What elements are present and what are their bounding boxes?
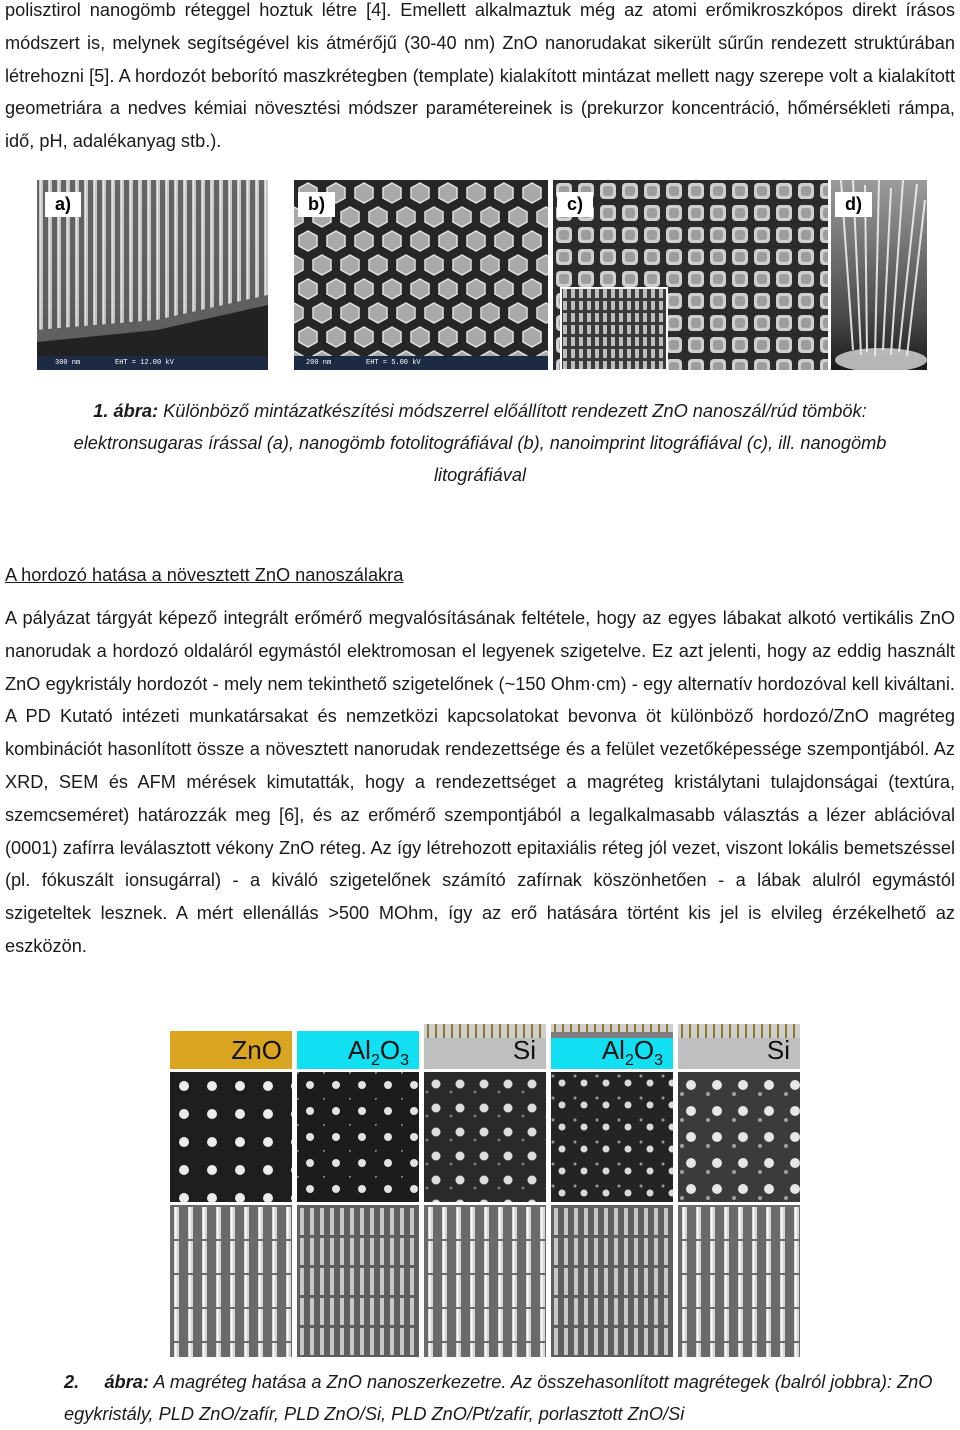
figure-2-caption-text: A magréteg hatása a ZnO nanoszerkezetre. Az összehasonlított magrétegek (balról jobbra): ZnO egykristály, PLD ZnO/zafír, PLD ZnO/Si, PLD ZnO/Pt/zafír, porlasztott ZnO/Si — [64, 1372, 933, 1424]
substrate-label-3: Si — [512, 1035, 536, 1065]
sem-tilted-view-1-graphic — [170, 1205, 292, 1357]
figure-2-number: 2. — [64, 1372, 80, 1392]
substrate-label-1: ZnO — [231, 1035, 282, 1065]
figure-2-caption — [64, 1366, 944, 1430]
panel-label-b: b) — [298, 192, 335, 217]
figure-1-number: 1. — [93, 401, 109, 421]
sem-top-view-5 — [678, 1072, 800, 1202]
sem-top-view-4-graphic — [551, 1072, 673, 1202]
sem-info-bar-b — [294, 356, 548, 370]
sem-top-view-2 — [297, 1072, 419, 1202]
figure-1-caption-text: Különböző mintázatkészítési módszerrel előállított rendezett ZnO nanoszál/rúd tömbök: elektronsugaras írással (a), nanogömb fotolitográfiával (b), nanoimprint litográfiával (c), ill. nanogömb litográfiával — [73, 401, 887, 485]
panel-label-a: a) — [45, 192, 81, 217]
sem-info-bar-a — [37, 356, 268, 370]
substrate-label-2: $Al_2O_3$ — [347, 1035, 409, 1070]
figure-1-caption — [40, 395, 920, 491]
eht-readout-a: EHT = 12.00 kV — [115, 359, 174, 367]
sem-tilted-view-2-graphic — [297, 1205, 419, 1357]
section-heading: A hordozó hatása a növesztett ZnO nanoszálakra — [5, 565, 404, 585]
sem-top-view-1-graphic — [170, 1072, 292, 1202]
sem-tilted-view-3-graphic — [424, 1205, 546, 1357]
scale-bar-a: 300 nm — [55, 359, 81, 367]
sem-top-view-5-graphic — [678, 1072, 800, 1202]
figure-2-label: ábra: — [104, 1372, 149, 1392]
substrate-header-5 — [678, 1024, 800, 1069]
substrate-label-5: Si — [766, 1035, 790, 1065]
intro-paragraph: polisztirol nanogömb réteggel hoztuk létre [4]. Emellett alkalmaztuk még az atomi erőmikroszkópos direkt írásos módszert is, melynek segítségével kis átmérőjű (30-40 nm) ZnO nanorudakat sikerült sűrűn rendezett struktúrában létrehozni [5]. A hordozót beborító maszkrétegben (template) kialakított mintázat mellett nagy szerepe volt a kialakított geometriára a nedves kémiai növesztési módszer paramétereinek is (prekurzor koncentráció, hőmérsékleti rámpa, idő, pH, adalékanyag stb.). — [5, 0, 955, 152]
sem-top-view-4 — [551, 1072, 673, 1202]
substrate-header-4 — [551, 1024, 673, 1069]
sem-top-view-1 — [170, 1072, 292, 1202]
figure-1-label: ábra: — [113, 401, 159, 421]
sem-tilted-view-2 — [297, 1205, 419, 1357]
sem-image-a — [37, 180, 268, 370]
sem-image-c-graphic — [553, 180, 828, 370]
substrate-header-1 — [170, 1031, 292, 1069]
eht-readout-b: EHT = 5.00 kV — [366, 359, 421, 367]
sem-tilted-view-4 — [551, 1205, 673, 1357]
scale-bar-b: 200 nm — [306, 359, 332, 367]
sem-tilted-view-5-graphic — [678, 1205, 800, 1357]
body-paragraph: A pályázat tárgyát képező integrált erőmérő megvalósításának feltétele, hogy az egyes lábakat alkotó vertikális ZnO nanorudak a hordozó oldaláról egymástól elektromosan el legyenek szigetelve. Ez azt jelenti, hogy az eddig használt ZnO egykristály hordozót - mely nem tekinthető szigetelőnek (~150 Ohm·cm) - egy alternatív hordozóval kell kiváltani. A PD Kutató intézeti munkatársakat és nemzetközi kapcsolatokat bevonva öt különböző hordozó/ZnO magréteg kombinációt hasonlított össze a növesztett nanorudak rendezettsége és a felület vezetőképessége szempontjából. Az XRD, SEM és AFM mérések kimutatták, hogy a rendezettséget a magréteg kristálytani tulajdonságai (textúra, szemcseméret) határozzák meg [6], és az erőmérő szempontjából a legalkalmasabb választás a lézer ablációval (0001) zafírra leválasztott vékony ZnO réteg. Az így létrehozott epitaxiális réteg jól vezet, viszont lokális bemetszéssel (pl. fókuszált ionsugárral) - a kiváló szigetelőnek számító zafírnak köszönhetően - a lábak alulról egymástól szigeteltek lesznek. A mért ellenállás >500 MOhm, így az erő hatására történt kis jel is elvileg érzékelhető az eszközön. — [5, 608, 955, 956]
sem-image-d — [831, 180, 927, 370]
sem-image-c — [553, 180, 828, 370]
substrate-header-2 — [297, 1031, 419, 1069]
substrate-label-4: $Al_2O_3$ — [601, 1035, 663, 1070]
sem-image-b — [294, 180, 548, 370]
sem-top-view-2-graphic — [297, 1072, 419, 1202]
panel-label-d: d) — [835, 192, 872, 217]
sem-tilted-view-5 — [678, 1205, 800, 1357]
panel-label-c: c) — [557, 192, 593, 217]
substrate-header-3 — [424, 1024, 546, 1069]
sem-top-view-3 — [424, 1072, 546, 1202]
sem-tilted-view-4-graphic — [551, 1205, 673, 1357]
sem-tilted-view-1 — [170, 1205, 292, 1357]
sem-tilted-view-3 — [424, 1205, 546, 1357]
sem-top-view-3-graphic — [424, 1072, 546, 1202]
